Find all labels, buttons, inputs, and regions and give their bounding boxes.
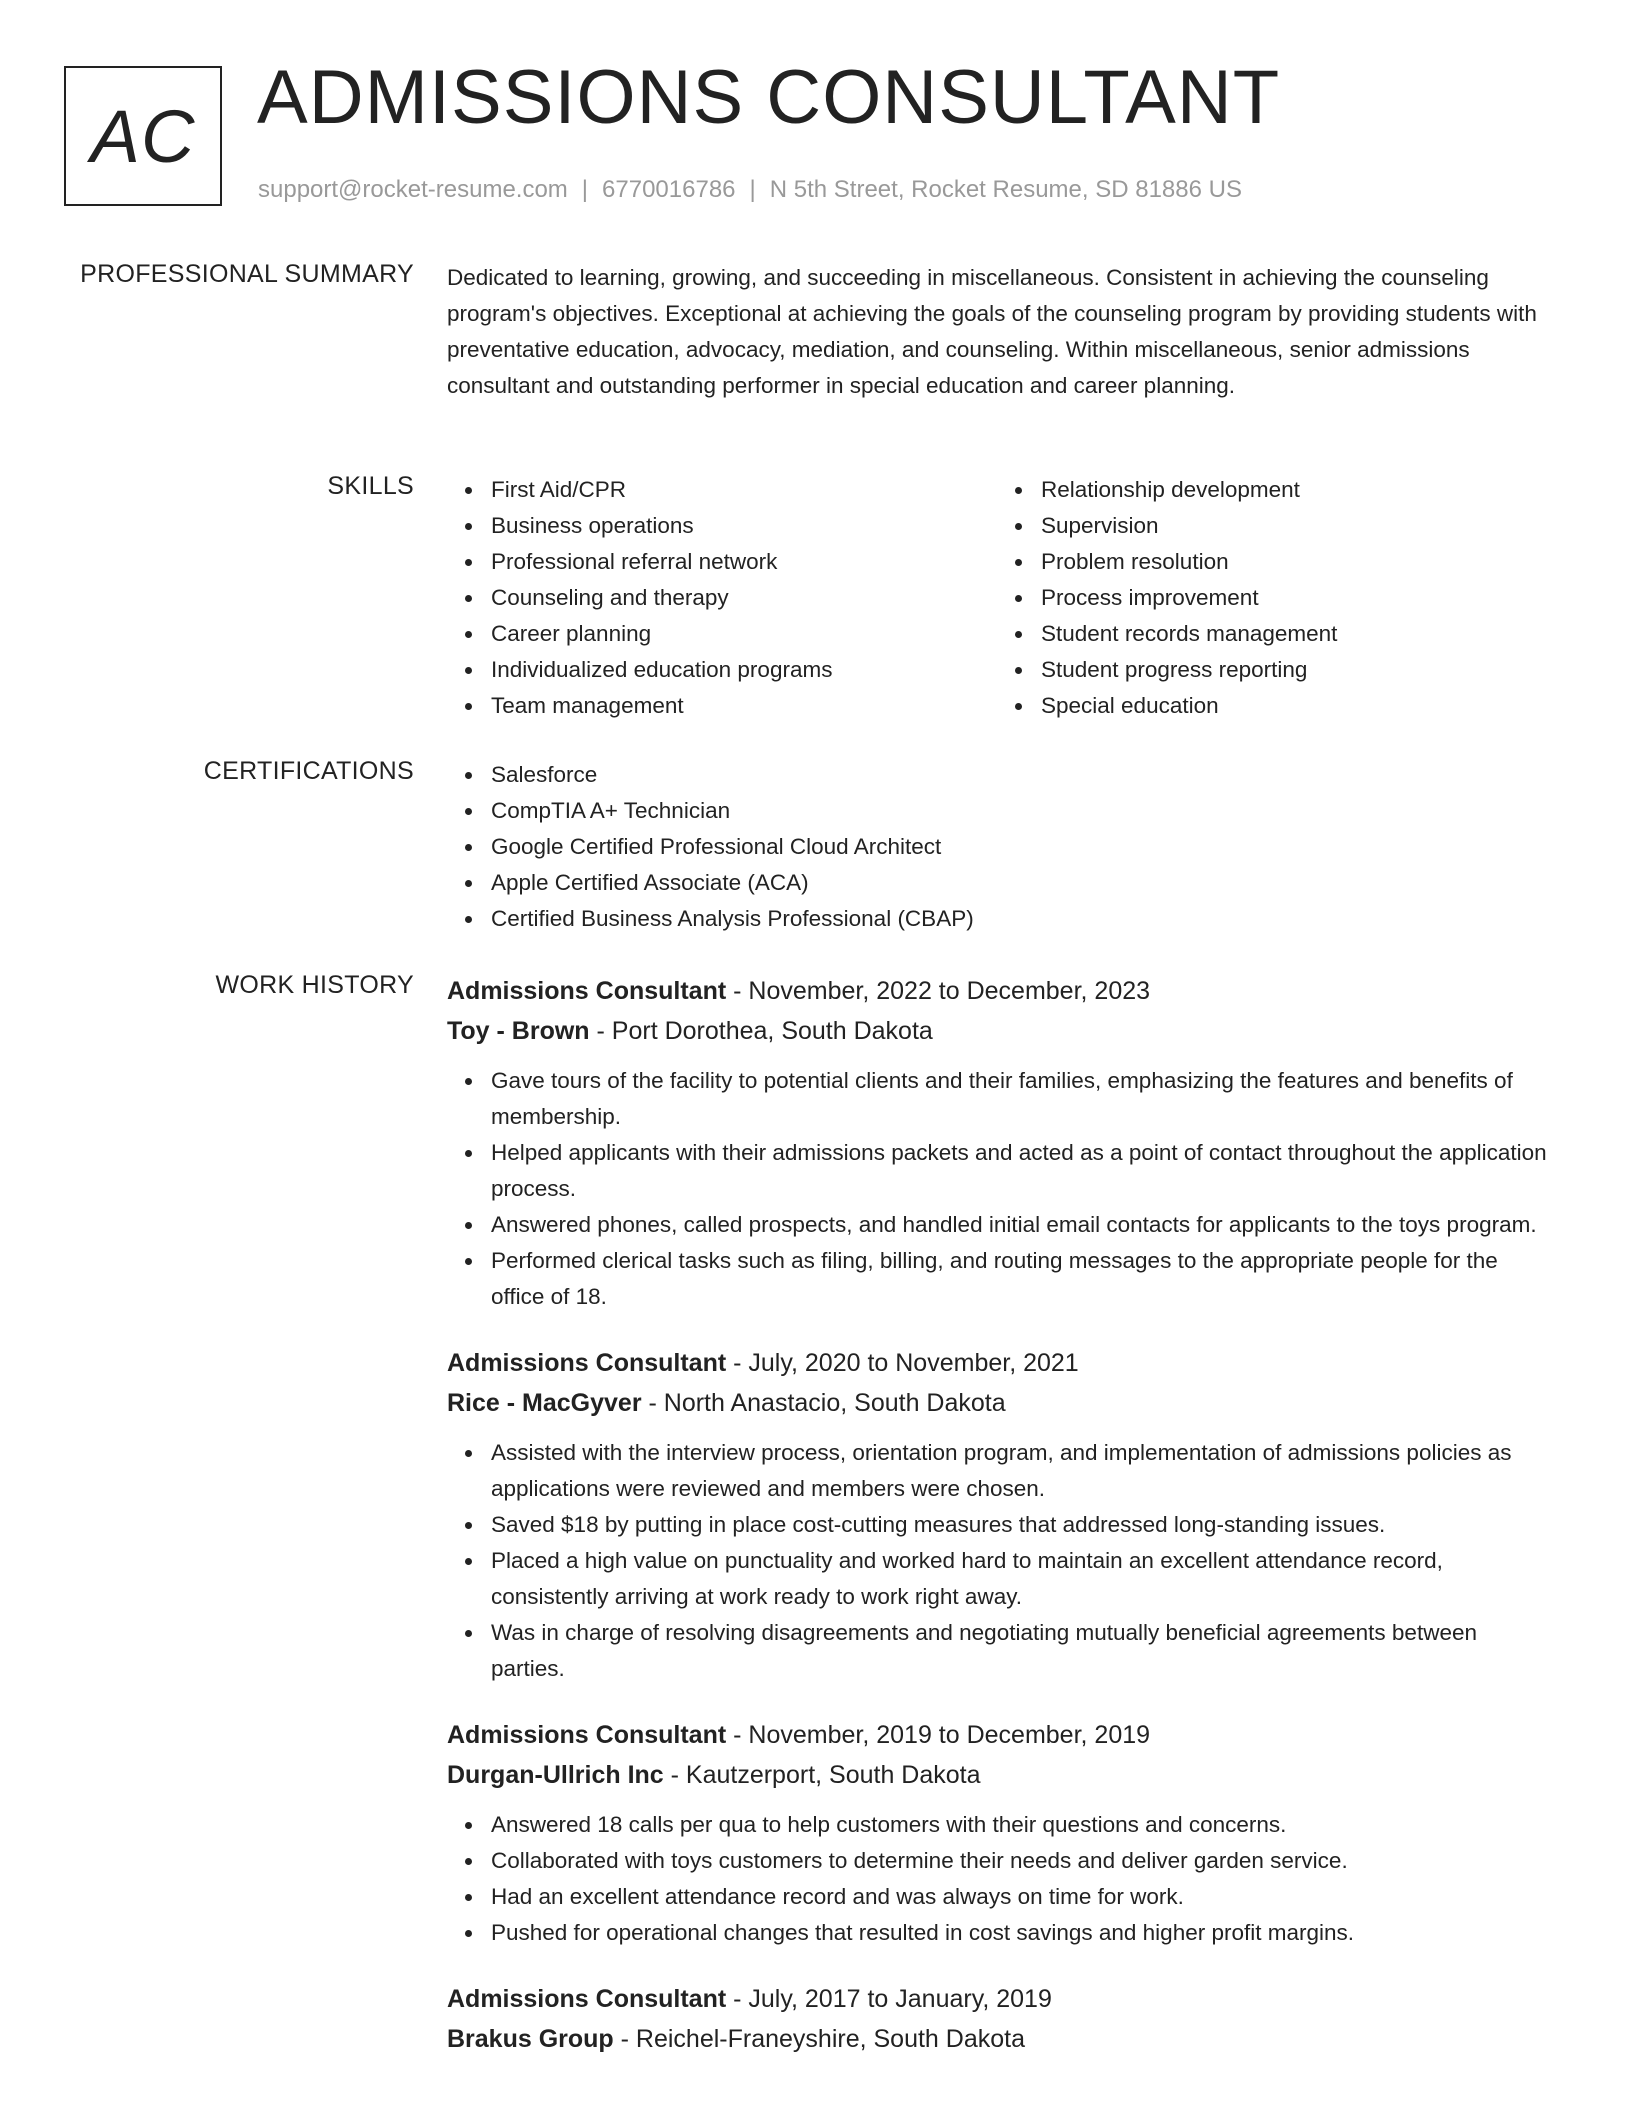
job-bullets <box>447 1435 1547 1687</box>
list-item: Salesforce <box>491 757 1547 793</box>
list-item: Career planning <box>491 616 997 652</box>
section-label-work-history: WORK HISTORY <box>215 971 414 999</box>
contact-separator: | <box>749 176 756 203</box>
contact-email: support@rocket-resume.com <box>258 176 568 203</box>
job-entry <box>447 971 1547 1315</box>
list-item: Answered phones, called prospects, and handled initial email contacts for applicants to the toys program. <box>491 1207 1547 1243</box>
monogram-logo: AC <box>64 66 222 206</box>
job-company: Rice - MacGyver <box>447 1389 642 1417</box>
job-location: - Port Dorothea, South Dakota <box>589 1017 933 1045</box>
job-company: Toy - Brown <box>447 1017 590 1045</box>
list-item: Problem resolution <box>1041 544 1547 580</box>
list-item: Assisted with the interview process, orientation program, and implementation of admissions policies as applications were reviewed and members were chosen. <box>491 1435 1547 1507</box>
job-location: - Kautzerport, South Dakota <box>663 1761 981 1789</box>
skills-columns <box>447 472 1547 724</box>
job-entry <box>447 1343 1547 1687</box>
contact-separator: | <box>581 176 589 203</box>
list-item: Gave tours of the facility to potential clients and their families, emphasizing the features and benefits of membership. <box>491 1063 1547 1135</box>
summary-body <box>447 260 1547 404</box>
job-dates: - November, 2022 to December, 2023 <box>726 977 1151 1005</box>
work-history-body <box>447 971 1547 2087</box>
list-item: Student records management <box>1041 616 1547 652</box>
list-item: Business operations <box>491 508 997 544</box>
contact-phone: 6770016786 <box>602 176 736 203</box>
job-title: Admissions Consultant <box>447 1985 727 2013</box>
job-title: Admissions Consultant <box>447 1349 727 1377</box>
job-title-line <box>447 1979 1547 2019</box>
list-item: Pushed for operational changes that resulted in cost savings and higher profit margins. <box>491 1915 1547 1951</box>
contact-address: N 5th Street, Rocket Resume, SD 81886 US <box>769 176 1242 203</box>
section-label-summary: PROFESSIONAL SUMMARY <box>80 260 414 288</box>
list-item: Process improvement <box>1041 580 1547 616</box>
job-company-line <box>447 2019 1547 2059</box>
certifications-body <box>447 757 1547 937</box>
job-dates: - July, 2017 to January, 2019 <box>726 1985 1052 2013</box>
job-dates: - July, 2020 to November, 2021 <box>726 1349 1079 1377</box>
list-item: Counseling and therapy <box>491 580 997 616</box>
certifications-list <box>447 757 1547 937</box>
job-company-line <box>447 1755 1547 1795</box>
list-item: Answered 18 calls per qua to help customers with their questions and concerns. <box>491 1807 1547 1843</box>
skills-body <box>447 472 1547 724</box>
list-item: First Aid/CPR <box>491 472 997 508</box>
list-item: Google Certified Professional Cloud Architect <box>491 829 1547 865</box>
job-company: Durgan-Ullrich Inc <box>447 1761 664 1789</box>
list-item: Placed a high value on punctuality and worked hard to maintain an excellent attendance record, consistently arriving at work ready to work right away. <box>491 1543 1547 1615</box>
summary-text: Dedicated to learning, growing, and succeeding in miscellaneous. Consistent in achieving the counseling program's objectives. Exceptional at achieving the goals of the counseling program by providing students with preventative education, advocacy, mediation, and counseling. Within miscellaneous, senior admissions consultant and outstanding performer in special education and career planning. <box>447 265 1537 398</box>
list-item: Helped applicants with their admissions packets and acted as a point of contact throughout the application process. <box>491 1135 1547 1207</box>
job-dates: - November, 2019 to December, 2019 <box>726 1721 1151 1749</box>
job-company-line <box>447 1383 1547 1423</box>
job-company: Brakus Group <box>447 2025 614 2053</box>
list-item: Relationship development <box>1041 472 1547 508</box>
list-item: Student progress reporting <box>1041 652 1547 688</box>
job-title: Admissions Consultant <box>447 977 727 1005</box>
list-item: Performed clerical tasks such as filing, billing, and routing messages to the appropriate people for the office of 18. <box>491 1243 1547 1315</box>
job-entry <box>447 1979 1547 2059</box>
list-item: Professional referral network <box>491 544 997 580</box>
section-label-skills: SKILLS <box>327 472 414 500</box>
list-item: CompTIA A+ Technician <box>491 793 1547 829</box>
job-location: - North Anastacio, South Dakota <box>641 1389 1006 1417</box>
job-title-line <box>447 1715 1547 1755</box>
list-item: Collaborated with toys customers to determine their needs and deliver garden service. <box>491 1843 1547 1879</box>
job-bullets <box>447 1807 1547 1951</box>
skills-list-left <box>447 472 997 724</box>
skills-list-right <box>997 472 1547 724</box>
list-item: Team management <box>491 688 997 724</box>
list-item: Saved $18 by putting in place cost-cutting measures that addressed long-standing issues. <box>491 1507 1547 1543</box>
list-item: Supervision <box>1041 508 1547 544</box>
list-item: Apple Certified Associate (ACA) <box>491 865 1547 901</box>
list-item: Certified Business Analysis Professional (CBAP) <box>491 901 1547 937</box>
page-title: ADMISSIONS CONSULTANT <box>257 55 1281 140</box>
job-title: Admissions Consultant <box>447 1721 727 1749</box>
section-label-certifications: CERTIFICATIONS <box>203 757 414 785</box>
list-item: Had an excellent attendance record and was always on time for work. <box>491 1879 1547 1915</box>
job-bullets <box>447 1063 1547 1315</box>
contact-line <box>258 176 1242 204</box>
job-location: - Reichel-Franeyshire, South Dakota <box>613 2025 1025 2053</box>
job-company-line <box>447 1011 1547 1051</box>
job-title-line <box>447 971 1547 1011</box>
list-item: Special education <box>1041 688 1547 724</box>
job-entry <box>447 1715 1547 1951</box>
list-item: Individualized education programs <box>491 652 997 688</box>
job-title-line <box>447 1343 1547 1383</box>
list-item: Was in charge of resolving disagreements and negotiating mutually beneficial agreements between parties. <box>491 1615 1547 1687</box>
